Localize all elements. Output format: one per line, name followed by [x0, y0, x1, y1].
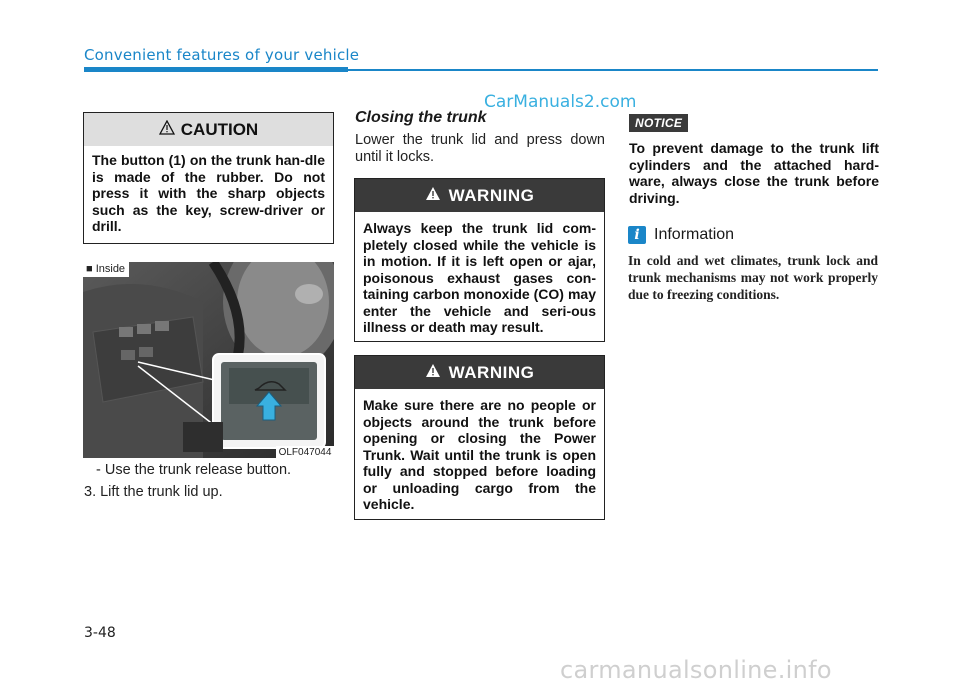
information-title: Information [654, 226, 735, 243]
dashboard-illustration [83, 262, 334, 458]
warning-header-1 [355, 179, 604, 212]
notice-badge: NOTICE [629, 114, 688, 132]
warning-box-2 [354, 355, 605, 520]
warning-title-2: WARNING [448, 362, 535, 382]
trunk-release-photo [83, 262, 334, 458]
page-number: 3-48 [84, 625, 116, 641]
warning-icon [425, 363, 441, 383]
warning-icon [425, 186, 441, 206]
step-3: 3. Lift the trunk lid up. [84, 484, 223, 500]
figure-code: OLF047044 [276, 446, 334, 460]
caution-box [83, 112, 334, 244]
closing-text: Lower the trunk lid and press down until it locks. [355, 132, 605, 165]
information-icon: i [628, 226, 646, 244]
watermark-bottom: carmanualsonline.info [560, 656, 832, 684]
warning-text-2: Make sure there are no people or objects around the trunk before opening or closing the Power Trunk. Wait until the trunk is open fully and stopped before loading or unloading cargo from the vehicle. [363, 397, 596, 512]
warning-box-1 [354, 178, 605, 342]
notice-text: To prevent damage to the trunk lift cylinders and the attached hard-ware, always close the trunk before driving. [629, 140, 879, 206]
caution-header [84, 113, 333, 146]
figure-caption: ■ Inside [83, 262, 129, 277]
header-rule-thin [348, 69, 878, 71]
section-header: Convenient features of your vehicle [84, 46, 360, 64]
warning-header-2 [355, 356, 604, 389]
caution-text: The button (1) on the trunk han-dle is made of the rubber. Do not press it with the sharp objects such as the key, screw-driver or drill. [92, 152, 325, 234]
watermark-top: CarManuals2.com [484, 92, 637, 112]
caution-icon [159, 120, 175, 140]
warning-text-1: Always keep the trunk lid com-pletely closed while the vehicle is in motion. If it is left open or ajar, poisonous exhaust gases con-taining carbon monoxide (CO) may enter the vehicle and seri-ous illness or death may result. [363, 220, 596, 335]
closing-title: Closing the trunk [355, 109, 487, 126]
warning-title-1: WARNING [448, 185, 535, 205]
header-rule-thick [84, 67, 348, 72]
caution-title: CAUTION [180, 119, 259, 139]
step-substep: - Use the trunk release button. [96, 462, 292, 478]
information-text: In cold and wet climates, trunk lock and trunk mechanisms may not work properly due to freezing conditions. [628, 253, 878, 302]
